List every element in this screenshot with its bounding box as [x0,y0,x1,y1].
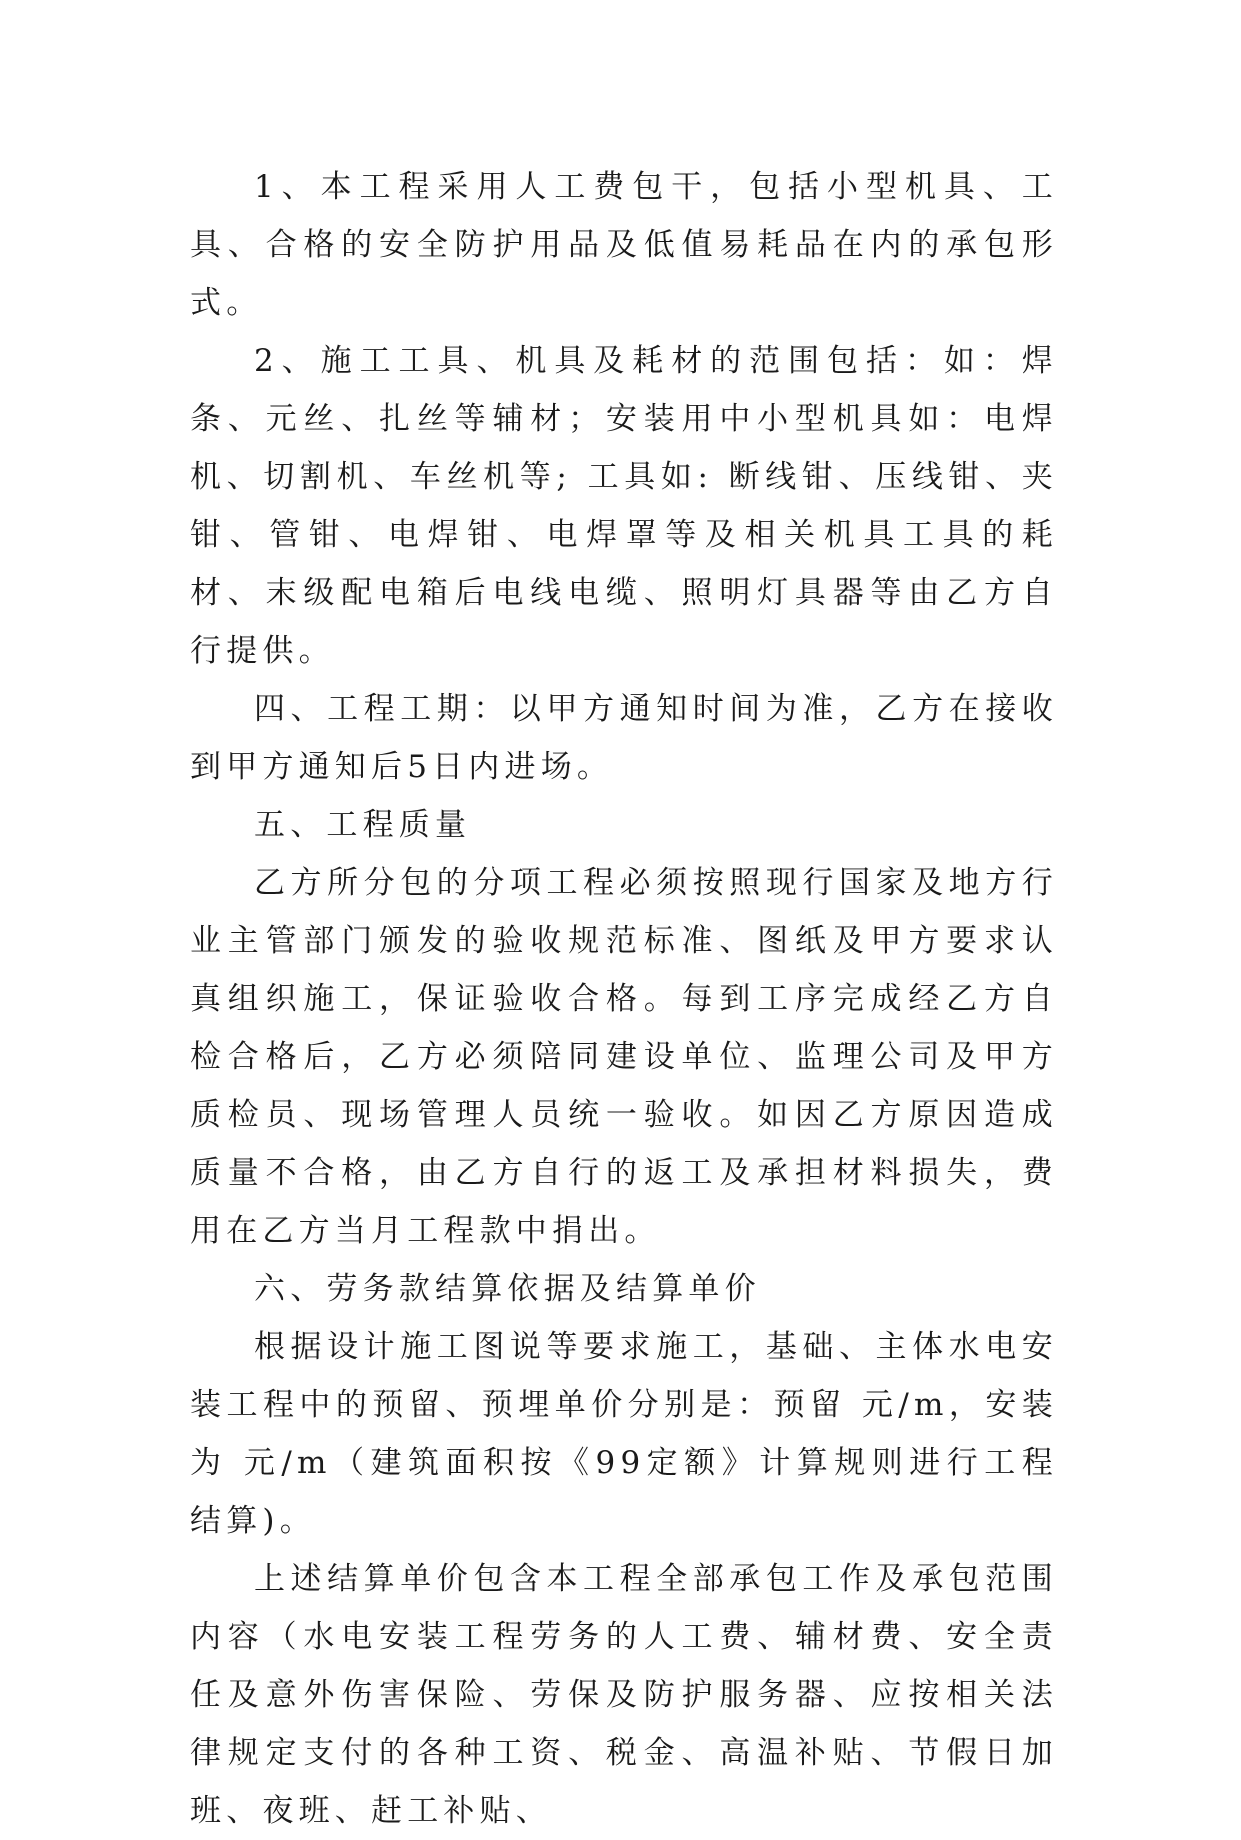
paragraph-item-2: 2、施工工具、机具及耗材的范围包括：如：焊条、元丝、扎丝等辅材；安装用中小型机具如：电焊机、切割机、车丝机等; 工具如: 断线钳、压线钳、夹钳、管钳、电焊钳、电焊罩等及相关机具工具的耗材、末级配电箱后电线电缆、照明灯具器等由乙方自行提供。 [190,343,1058,669]
document-body [190,158,1058,1840]
paragraph-quality: 乙方所分包的分项工程必须按照现行国家及地方行业主管部门颁发的验收规范标准、图纸及甲方要求认真组织施工，保证验收合格。每到工序完成经乙方自检合格后，乙方必须陪同建设单位、监理公司及甲方质检员、现场管理人员统一验收。如因乙方原因造成质量不合格，由乙方自行的返工及承担材料损失，费用在乙方当月工程款中捐出。 [190,865,1058,1249]
section-heading-quality: 五、工程质量 [254,807,472,843]
section-heading-settlement: 六、劳务款结算依据及结算单价 [254,1271,761,1307]
paragraph-item-1: 1、本工程采用人工费包干，包括小型机具、工具、合格的安全防护用品及低值易耗品在内的承包形式。 [190,169,1058,321]
paragraph-unit-price: 根据设计施工图说等要求施工，基础、主体水电安装工程中的预留、预埋单价分别是：预留 元/m，安装为 元/m（建筑面积按《99定额》计算规则进行工程结算)。 [190,1329,1058,1539]
section-heading-schedule: 四、工程工期：以甲方通知时间为准，乙方在接收到甲方通知后5日内进场。 [190,691,1058,785]
paragraph-price-scope: 上述结算单价包含本工程全部承包工作及承包范围内容（水电安装工程劳务的人工费、辅材费、安全责任及意外伤害保险、劳保及防护服务器、应按相关法律规定支付的各种工资、税金、高温补贴、节假日加班、夜班、赶工补贴、 [190,1561,1058,1829]
